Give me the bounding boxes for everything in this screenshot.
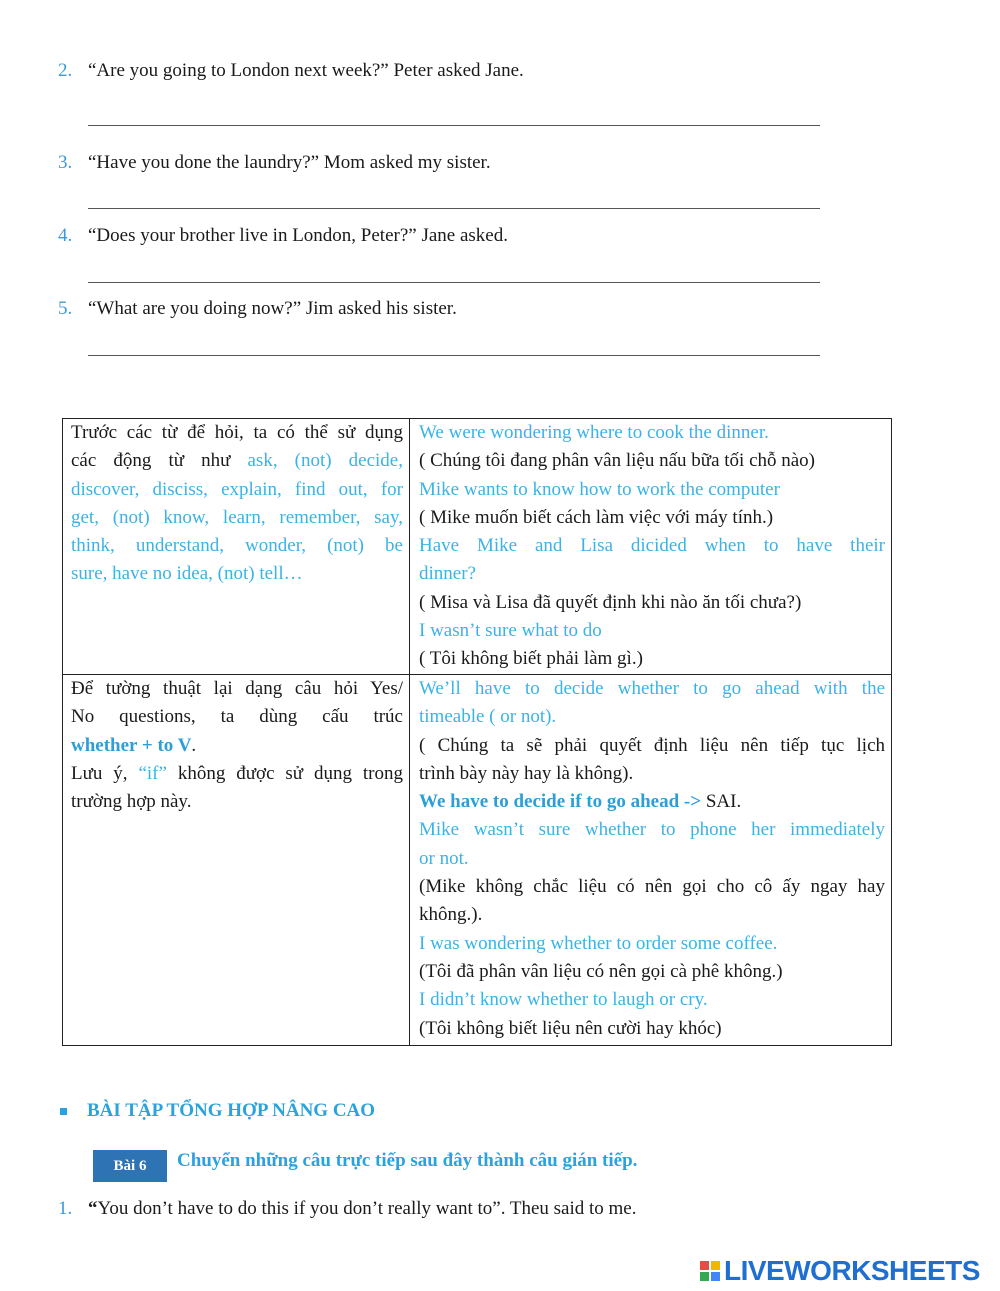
section-heading: BÀI TẬP TỔNG HỢP NÂNG CAO (60, 1100, 375, 1122)
cell-line: Để tường thuật lại dạng câu hỏi Yes/ (71, 678, 403, 699)
example-vn: ( Tôi không biết phải làm gì.) (419, 648, 643, 670)
example-vn: (Tôi đã phân vân liệu có nên gọi cà phê không.) (419, 960, 783, 982)
cell-line: các động từ như ask, (not) decide, (71, 450, 403, 472)
question-5 (58, 298, 457, 320)
answer-line-3[interactable] (88, 208, 820, 209)
answer-line-4[interactable] (88, 282, 820, 283)
exercise-badge: Bài 6 (93, 1150, 167, 1182)
liveworksheets-logo[interactable] (700, 1254, 980, 1288)
example-wrong: We have to decide if to go ahead -> SAI. (419, 791, 742, 813)
cell-line: Lưu ý, “if” không được sử dụng trong (71, 762, 404, 784)
question-2 (58, 60, 524, 82)
table-cell-row1-left (71, 419, 403, 589)
question-number: 4. (58, 225, 73, 246)
square-bullet-icon (60, 1108, 67, 1115)
example-vn: ( Mike muốn biết cách làm việc với máy tính.) (419, 506, 774, 528)
question-text: “Does your brother live in London, Peter?” Jane asked. (88, 225, 508, 246)
example-en: I was wondering whether to order some coffee. (419, 932, 778, 954)
cell-line: sure, have no idea, (not) tell… (71, 563, 303, 585)
example-en: Mike wants to know how to work the computer (419, 478, 780, 500)
example-en: Mike wasn’t sure whether to phone her immediately (419, 819, 885, 841)
exercise-instruction: Chuyển những câu trực tiếp sau đây thành câu gián tiếp. (177, 1150, 638, 1171)
example-en: Have Mike and Lisa dicided when to have their (419, 535, 885, 557)
question-number: 5. (58, 298, 73, 319)
question-3 (58, 152, 491, 174)
cell-line: trường hợp này. (71, 791, 192, 813)
answer-line-5[interactable] (88, 355, 820, 356)
example-en: We were wondering where to cook the dinner. (419, 422, 769, 443)
question-text: “Have you done the laundry?” Mom asked my sister. (88, 152, 491, 173)
example-en: timeable ( or not). (419, 706, 557, 728)
cell-line: whether + to V. (71, 734, 197, 756)
question-number: 1. (58, 1198, 73, 1219)
cell-line: discover, disciss, explain, find out, for (71, 478, 403, 500)
question-number: 2. (58, 60, 73, 81)
example-vn: không.). (419, 904, 483, 926)
example-en: or not. (419, 847, 469, 869)
question-1-bottom (58, 1198, 637, 1220)
question-text: “Are you going to London next week?” Peter asked Jane. (88, 60, 524, 81)
open-quote: “ (88, 1198, 98, 1219)
example-en: dinner? (419, 563, 476, 585)
cell-line: get, (not) know, learn, remember, say, (71, 506, 403, 528)
table-cell-row2-right (419, 675, 885, 1043)
cell-line: No questions, ta dùng cấu trúc (71, 706, 403, 728)
example-en: We’ll have to decide whether to go ahead with the (419, 678, 885, 699)
example-vn: ( Chúng ta sẽ phải quyết định liệu nên tiếp tục lịch (419, 734, 885, 756)
example-vn: trình bày này hay là không). (419, 762, 634, 784)
example-vn: ( Chúng tôi đang phân vân liệu nấu bữa tối chỗ nào) (419, 450, 816, 472)
grammar-table (62, 418, 892, 1046)
example-en: I didn’t know whether to laugh or cry. (419, 989, 708, 1011)
example-en: I wasn’t sure what to do (419, 620, 602, 642)
logo-text: LIVEWORKSHEETS (724, 1255, 980, 1286)
table-cell-row1-right (419, 419, 885, 674)
question-text: You don’t have to do this if you don’t really want to”. Theu said to me. (97, 1198, 637, 1219)
logo-mark-icon (700, 1261, 720, 1281)
table-cell-row2-left (71, 675, 403, 816)
example-vn: (Mike không chắc liệu có nên gọi cho cô ấy ngay hay (419, 876, 885, 898)
cell-line: think, understand, wonder, (not) be (71, 535, 403, 557)
answer-line-2[interactable] (88, 125, 820, 126)
question-4 (58, 225, 508, 247)
cell-line: Trước các từ để hỏi, ta có thể sử dụng (71, 422, 403, 443)
question-text: “What are you doing now?” Jim asked his sister. (88, 298, 457, 319)
question-number: 3. (58, 152, 73, 173)
example-vn: (Tôi không biết liệu nên cười hay khóc) (419, 1017, 722, 1039)
example-vn: ( Misa và Lisa đã quyết định khi nào ăn tối chưa?) (419, 591, 802, 613)
